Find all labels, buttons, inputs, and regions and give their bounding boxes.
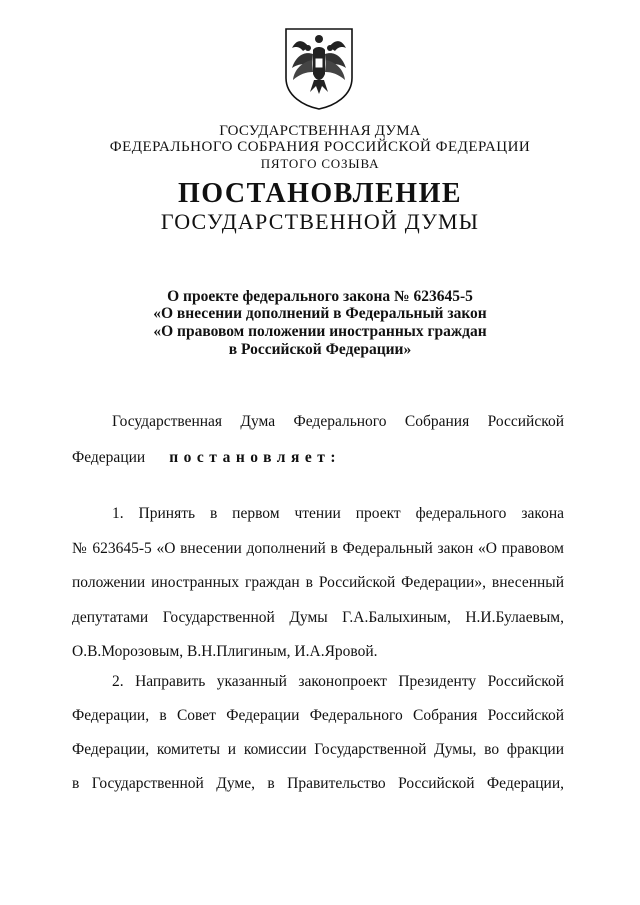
item-1-line-1: 1. Принять в первом чтении проект федерального закона [112,505,564,522]
subject-line-4: в Российской Федерации» [228,341,412,358]
preamble-subject: Федерации [72,449,146,466]
subject-line-2: «О внесении дополнений в Федеральный закон [153,305,487,322]
assembly-name: ФЕДЕРАЛЬНОГО СОБРАНИЯ РОССИЙСКОЙ ФЕДЕРАЦИИ [109,139,531,155]
preamble-line-1: Государственная Дума Федерального Собрания Российской [112,413,564,430]
resolve-verb: постановляет: [169,449,342,466]
item-1-line-4: депутатами Государственной Думы Г.А.Балыхиным, Н.И.Булаевым, [72,609,564,626]
organization-name: ГОСУДАРСТВЕННАЯ ДУМА [219,123,421,139]
item-2-line-2: Федерации, в Совет Федерации Федерального Собрания Российской [72,707,564,724]
item-2-line-1: 2. Направить указанный законопроект Президенту Российской [112,673,564,690]
item-1-line-5: О.В.Морозовым, В.Н.Плигиным, И.А.Яровой. [72,643,378,660]
convocation: ПЯТОГО СОЗЫВА [260,156,380,171]
document-issuer: ГОСУДАРСТВЕННОЙ ДУМЫ [160,209,480,234]
preamble-line-2 [72,448,564,468]
item-1-line-2: № 623645-5 «О внесении дополнений в Федеральный закон «О правовом [72,540,564,557]
double-headed-eagle-icon [282,26,356,110]
subject-line-3: «О правовом положении иностранных граждан [153,323,487,340]
item-1-line-3: положении иностранных граждан в Российской Федерации», внесенный [72,574,564,591]
item-2-line-4: в Государственной Думе, в Правительство Российской Федерации, [72,775,564,792]
document-type: ПОСТАНОВЛЕНИЕ [177,178,463,209]
item-2-line-3: Федерации, комитеты и комиссии Государственной Думы, во фракции [72,741,564,758]
subject-line-1: О проекте федерального закона № 623645-5 [167,288,473,305]
